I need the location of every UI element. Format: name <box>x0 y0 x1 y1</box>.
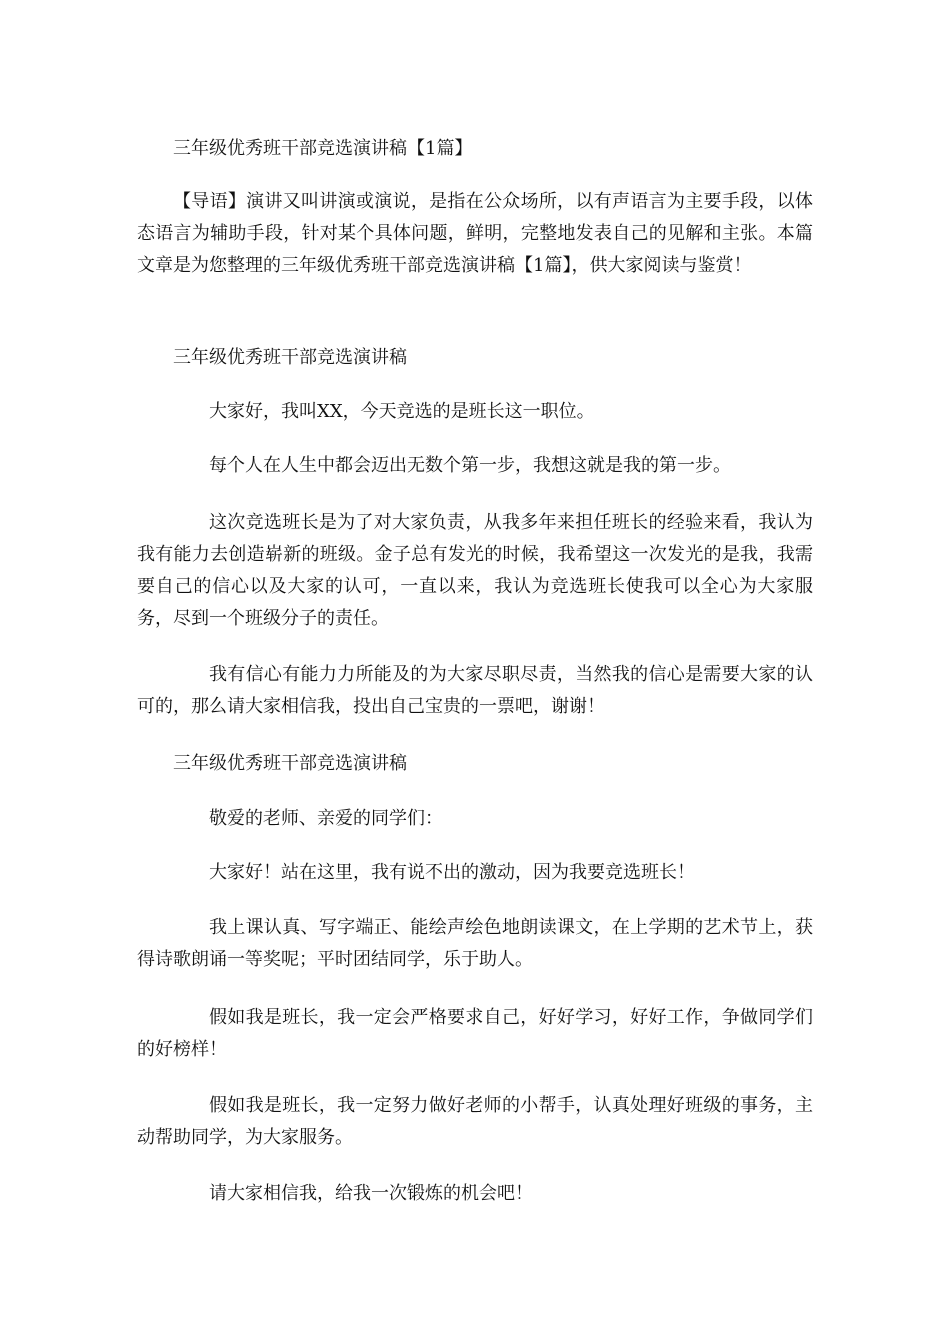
section1-paragraph-1: 大家好，我叫XX，今天竞选的是班长这一职位。 <box>209 401 595 422</box>
intro-paragraph: 【导语】演讲又叫讲演或演说，是指在公众场所，以有声语言为主要手段，以体态语言为辅助手段，针对某个具体问题，鲜明，完整地发表自己的见解和主张。本篇文章是为您整理的三年级优秀班干部竞选演讲稿【1篇】，供大家阅读与鉴赏！ <box>137 191 813 276</box>
section2-paragraph-6: 请大家相信我，给我一次锻炼的机会吧！ <box>209 1183 533 1204</box>
section2-paragraph-3: 我上课认真、写字端正、能绘声绘色地朗读课文，在上学期的艺术节上，获得诗歌朗诵一等奖呢；平时团结同学，乐于助人。 <box>137 917 813 970</box>
document-title: 三年级优秀班干部竞选演讲稿【1篇】 <box>173 138 473 159</box>
section2-paragraph-1: 敬爱的老师、亲爱的同学们： <box>209 808 443 829</box>
section2-heading: 三年级优秀班干部竞选演讲稿 <box>173 753 407 774</box>
section2-paragraph-5: 假如我是班长，我一定努力做好老师的小帮手，认真处理好班级的事务，主动帮助同学，为大家服务。 <box>137 1095 813 1148</box>
section2-paragraph-4: 假如我是班长，我一定会严格要求自己，好好学习，好好工作，争做同学们的好榜样！ <box>137 1007 813 1060</box>
section1-paragraph-2: 每个人在人生中都会迈出无数个第一步，我想这就是我的第一步。 <box>209 455 731 476</box>
section1-heading: 三年级优秀班干部竞选演讲稿 <box>173 347 407 368</box>
section2-paragraph-2: 大家好！站在这里，我有说不出的激动，因为我要竞选班长！ <box>209 862 695 883</box>
section1-paragraph-4: 我有信心有能力力所能及的为大家尽职尽责，当然我的信心是需要大家的认可的，那么请大家相信我，投出自己宝贵的一票吧，谢谢！ <box>137 664 813 717</box>
section1-paragraph-3: 这次竞选班长是为了对大家负责，从我多年来担任班长的经验来看，我认为我有能力去创造崭新的班级。金子总有发光的时候，我希望这一次发光的是我，我需要自己的信心以及大家的认可，一直以来，我认为竞选班长使我可以全心为大家服务，尽到一个班级分子的责任。 <box>137 512 813 629</box>
